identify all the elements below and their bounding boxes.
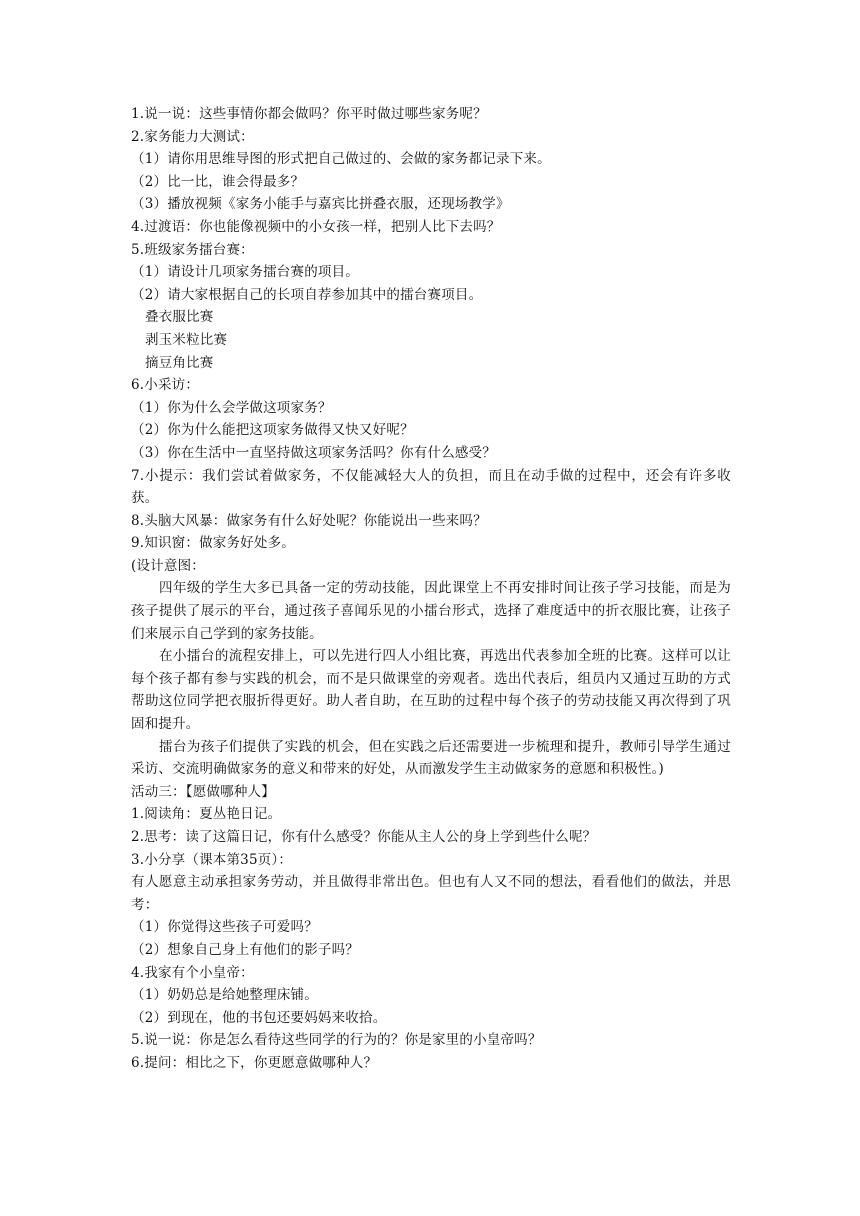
line-31: 4.我家有个小皇帝： — [131, 964, 254, 981]
line-2: 2.家务能力大测试： — [131, 128, 254, 145]
line-9: （2）请大家根据自己的长项自荐参加其中的擂台赛项目。 — [131, 286, 483, 303]
line-1: 1.说一说：这些事情你都会做吗？你平时做过哪些家务呢？ — [131, 106, 487, 122]
design-intent-paragraph: 四年级的学生大多已具备一定的劳动技能，因此课堂上不再安排时间让孩子学习技能，而是为孩子提供了展示的平台，通过孩子喜闻乐见的小擂台形式，选择了难度适中的折衣服比赛，让孩子们来展示自己学到的家务技能。 — [131, 580, 731, 642]
line-7: 5.班级家务擂台赛： — [131, 241, 254, 258]
line-25: 1.阅读角：夏丛艳日记。 — [131, 806, 282, 823]
line-26: 2.思考：读了这篇日记，你有什么感受？你能从主人公的身上学到些什么呢？ — [131, 829, 597, 845]
line-27: 3.小分享（课本第35页）： — [131, 851, 293, 868]
line-4: （2）比一比，谁会得最多？ — [131, 173, 305, 190]
contest-item: 叠衣服比赛 — [145, 309, 214, 326]
document-body — [131, 103, 731, 1075]
line-15: （2）你为什么能把这项家务做得又快又好呢？ — [131, 422, 414, 439]
line-33: （2）到现在，他的书包还要妈妈来收拾。 — [131, 1009, 387, 1026]
activity-heading: 活动三：【愿做哪种人】 — [131, 783, 275, 800]
line-6: 4.过渡语：你也能像视频中的小女孩一样，把别人比下去吗？ — [131, 218, 501, 235]
contest-item: 剥玉米粒比赛 — [145, 331, 228, 348]
design-intent-paragraph: 在小擂台的流程安排上，可以先进行四人小组比赛，再选出代表参加全班的比赛。这样可以让每个孩子都有参与实践的机会，而不是只做课堂的旁观者。选出代表后，组员内又通过互助的方式帮助这位同学把衣服折得更好。助人者自助，在互助的过程中每个孩子的劳动技能又再次得到了巩固和提升。 — [131, 648, 731, 733]
line-16: （3）你在生活中一直坚持做这项家务活吗？你有什么感受？ — [131, 444, 496, 461]
tip-paragraph: 7.小提示：我们尝试着做家务，不仅能减轻大人的负担，而且在动手做的过程中，还会有许多收获。 — [131, 467, 731, 507]
line-5: （3）播放视频《家务小能手与嘉宾比拼叠衣服，还现场教学》 — [131, 196, 510, 213]
line-3: （1）请你用思维导图的形式把自己做过的、会做的家务都记录下来。 — [131, 151, 551, 168]
contest-item: 摘豆角比赛 — [145, 354, 214, 371]
line-8: （1）请设计几项家务擂台赛的项目。 — [131, 264, 359, 281]
line-13: 6.小采访： — [131, 377, 200, 394]
line-29: （1）你觉得这些孩子可爱吗？ — [131, 919, 318, 936]
line-34: 5.说一说：你是怎么看待这些同学的行为的？你是家里的小皇帝吗？ — [131, 1032, 542, 1049]
line-35: 6.提问：相比之下，你更愿意做哪种人？ — [131, 1054, 378, 1071]
design-intent-heading: (设计意图： — [131, 557, 205, 574]
line-19: 9.知识窗：做家务好处多。 — [131, 535, 295, 552]
line-30: （2）想象自己身上有他们的影子吗？ — [131, 941, 359, 958]
line-18: 8.头脑大风暴：做家务有什么好处呢？你能说出一些来吗？ — [131, 512, 487, 529]
line-14: （1）你为什么会学做这项家务？ — [131, 399, 332, 416]
design-intent-paragraph: 擂台为孩子们提供了实践的机会，但在实践之后还需要进一步梳理和提升，教师引导学生通过采访、交流明确做家务的意义和带来的好处，从而激发学生主动做家务的意愿和积极性。) — [131, 738, 731, 778]
share-paragraph: 有人愿意主动承担家务劳动，并且做得非常出色。但也有人又不同的想法，看看他们的做法，并思考： — [131, 874, 731, 913]
line-32: （1）奶奶总是给她整理床铺。 — [131, 987, 318, 1004]
